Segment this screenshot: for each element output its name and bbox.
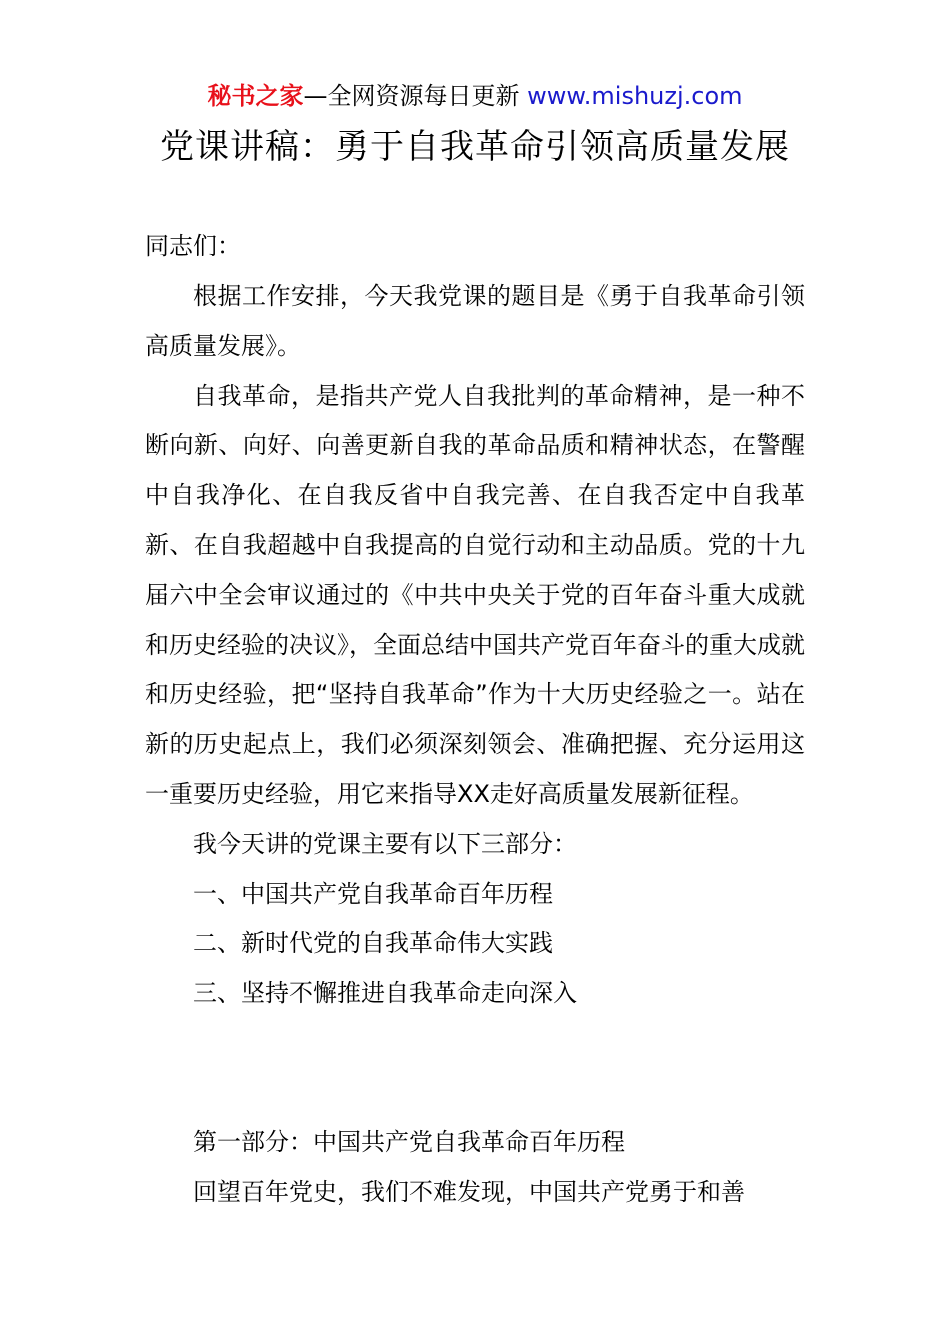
salutation xyxy=(145,222,805,272)
paragraph-self-revolution: 自我革命，是指共产党人自我批判的革命精神，是一种不断向新、向好、向善更新自我的革命品质和精神状态，在警醒中自我净化、在自我反省中自我完善、在自我否定中自我革新、在自我超越中自我提高的自觉行动和主动品质。党的十九届六中全会审议通过的《中共中央关于党的百年奋斗重大成就和历史经验的决议》，全面总结中国共产党百年奋斗的重大成就和历史经验，把“坚持自我革命”作为十大历史经验之一。站在新的历史起点上，我们必须深刻领会、准确把握、充分运用这一重要历史经验，用它来指导XX走好高质量发展新征程。 xyxy=(145,381,805,808)
header-tagline: —全网资源每日更新 xyxy=(303,82,528,110)
paragraph-topic: 根据工作安排，今天我党课的题目是《勇于自我革命引领高质量发展》。 xyxy=(145,282,805,360)
outline-item-2: 二、新时代党的自我革命伟大实践 xyxy=(193,929,553,958)
section-opening-paragraph: 回望百年党史，我们不难发现，中国共产党勇于和善 xyxy=(193,1177,745,1206)
body-paragraphs xyxy=(145,272,805,1019)
outline-item-1: 一、中国共产党自我革命百年历程 xyxy=(193,879,553,908)
brand-name: 秘书之家 xyxy=(207,82,304,110)
paragraph-outline-intro: 我今天讲的党课主要有以下三部分： xyxy=(193,829,577,858)
document-title: 党课讲稿：勇于自我革命引领高质量发展 xyxy=(160,127,790,167)
site-header xyxy=(0,80,950,112)
site-url-link[interactable]: www.mishuzj.com xyxy=(527,82,743,110)
salutation-text: 同志们： xyxy=(145,232,241,260)
section-one xyxy=(145,1118,805,1218)
outline-item-3: 三、坚持不懈推进自我革命走向深入 xyxy=(193,979,577,1008)
section-heading: 第一部分：中国共产党自我革命百年历程 xyxy=(193,1128,625,1156)
